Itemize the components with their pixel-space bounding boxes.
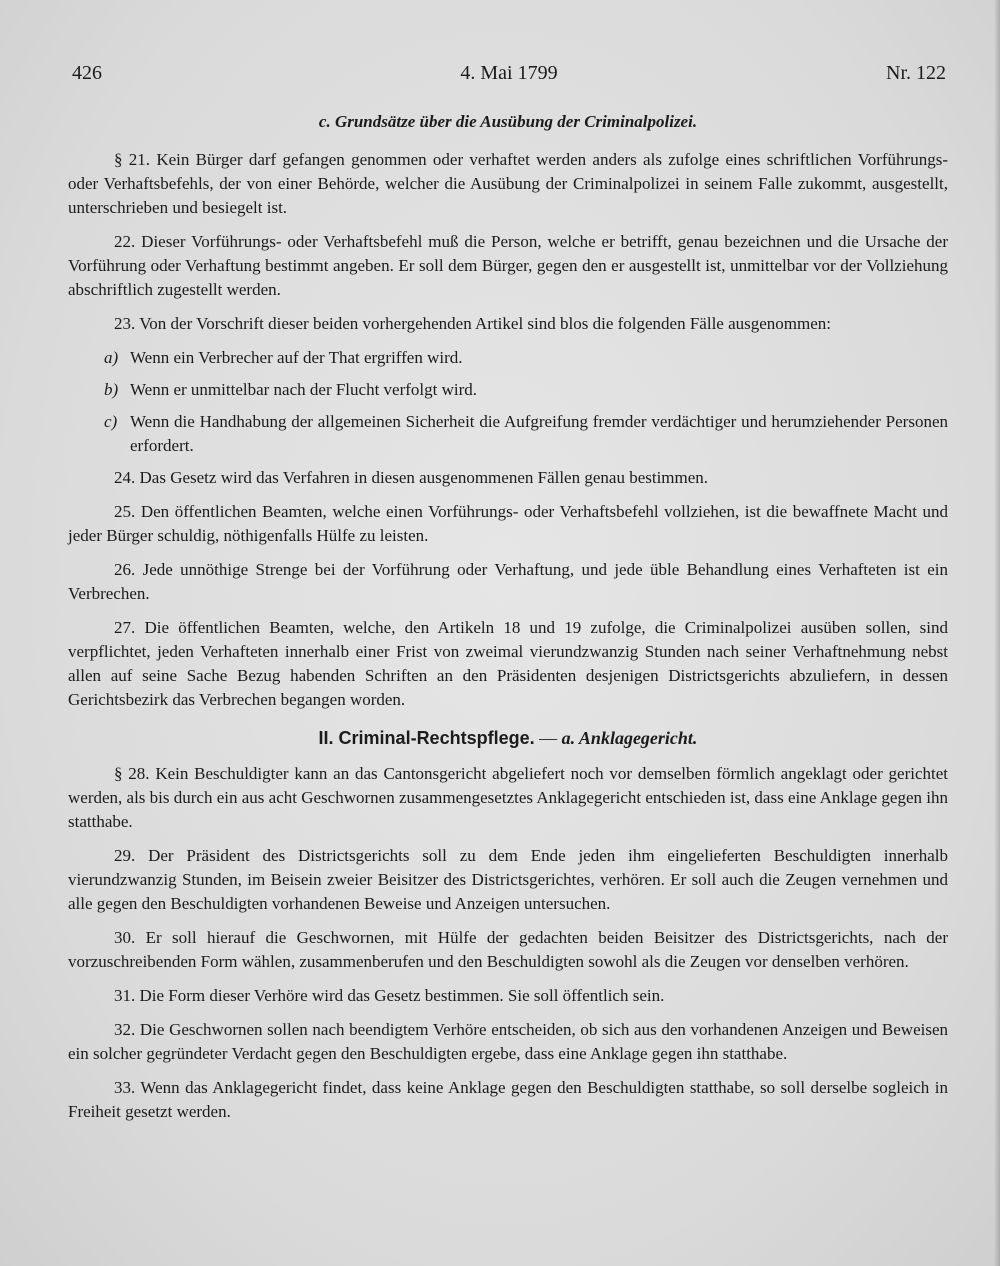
paragraph-32: 32. Die Geschwornen sollen nach beendigtem Verhöre entscheiden, ob sich aus den vorhandenen Anzeigen und Beweisen ein solcher gegründeter Verdacht gegen den Beschuldigten ergebe, dass eine Anklage gegen ihn statthabe. [68, 1020, 948, 1063]
paragraph-30: 30. Er soll hierauf die Geschwornen, mit Hülfe der gedachten beiden Beisitzer des Districtsgerichts, nach der vorzuschreibenden Form wählen, zusammenberufen und den Beschuldigten sowohl als die Zeugen vor denselben verhören. [68, 928, 948, 971]
paragraph-22: 22. Dieser Vorführungs- oder Verhaftsbefehl muß die Person, welche er betrifft, genau bezeichnen und die Ursache der Vorführung oder Verhaftung bestimmt angeben. Er soll dem Bürger, gegen den er ausgestellt ist, unmittelbar vor der Vollziehung abschriftlich zugestellt werden. [68, 232, 948, 299]
page-number: 426 [72, 62, 102, 84]
page-header [72, 62, 946, 92]
paragraph-26: 26. Jede unnöthige Strenge bei der Vorführung oder Verhaftung, und jede üble Behandlung eines Verhafteten ist ein Verbrechen. [68, 560, 948, 603]
list-item-text: Wenn ein Verbrecher auf der That ergriffen wird. [130, 348, 463, 367]
page-edge-shadow [994, 0, 1000, 1266]
section-heading-sub: a. Anklagegericht. [561, 728, 698, 748]
paragraph-24: 24. Das Gesetz wird das Verfahren in diesen ausgenommenen Fällen genau bestimmen. [114, 468, 709, 487]
paragraph-33: 33. Wenn das Anklagegericht findet, dass keine Anklage gegen den Beschuldigten statthabe, so soll derselbe sogleich in Freiheit gesetzt werden. [68, 1078, 948, 1121]
header-date: 4. Mai 1799 [460, 62, 558, 84]
header-number: Nr. 122 [886, 62, 946, 84]
section-heading [68, 726, 948, 750]
list-item-a [68, 346, 948, 370]
paragraph-25: 25. Den öffentlichen Beamten, welche einen Vorführungs- oder Verhaftsbefehl vollziehen, ist die bewaffnete Macht und jeder Bürger schuldig, nöthigenfalls Hülfe zu leisten. [68, 502, 948, 545]
paragraph-29: 29. Der Präsident des Districtsgerichts soll zu dem Ende jeden ihm eingelieferten Beschuldigten innerhalb vierundzwanzig Stunden, im Beisein zweier Beisitzer des Districtsgerichtes, verhören. Er soll auch die Zeugen vernehmen und alle gegen den Beschuldigten vorhandenen Beweise und Anzeigen untersuchen. [68, 846, 948, 913]
list-item-label: b) [104, 380, 119, 399]
paragraph-31: 31. Die Form dieser Verhöre wird das Gesetz bestimmen. Sie soll öffentlich sein. [114, 986, 665, 1005]
paragraph-28: § 28. Kein Beschuldigter kann an das Cantonsgericht abgeliefert noch vor demselben förmlich angeklagt oder gerichtet werden, als bis durch ein aus acht Geschwornen zusammengesetztes Anklagegericht entschieden ist, dass eine Anklage gegen ihn statthabe. [68, 764, 948, 831]
section-heading-dash: — [539, 728, 558, 748]
list-item-label: a) [104, 348, 119, 367]
paragraph-27: 27. Die öffentlichen Beamten, welche, den Artikeln 18 und 19 zufolge, die Criminalpolizei ausüben sollen, sind verpflichtet, jeden Verhafteten innerhalb einer Frist von zweimal vierundzwanzig Stunden nach seiner Verhaftnehmung nebst allen auf seine Sache Bezug habenden Schriften an den Präsidenten desjenigen Districtsgerichts abzuliefern, in dessen Gerichtsbezirk das Verbrechen begangen worden. [68, 618, 948, 709]
list-item-c [68, 410, 948, 458]
list-item-label: c) [104, 412, 118, 431]
document-body [68, 110, 948, 1134]
section-heading-main: II. Criminal-Rechtspflege. [318, 728, 535, 748]
paragraph-23: 23. Von der Vorschrift dieser beiden vorhergehenden Artikel sind blos die folgenden Fälle ausgenommen: [114, 314, 832, 333]
list-item-b [68, 378, 948, 402]
paragraph-21: § 21. Kein Bürger darf gefangen genommen oder verhaftet werden anders als zufolge eines schriftlichen Vorführungs- oder Verhaftsbefehls, der von einer Behörde, welcher die Ausübung der Criminalpolizei in seinem Falle zukommt, ausgestellt, unterschrieben und besiegelt ist. [68, 150, 948, 217]
list-item-text: Wenn er unmittelbar nach der Flucht verfolgt wird. [130, 380, 478, 399]
list-item-text: Wenn die Handhabung der allgemeinen Sicherheit die Aufgreifung fremder verdächtiger und herumziehender Personen erfordert. [130, 412, 948, 455]
section-subheading: c. Grundsätze über die Ausübung der Criminalpolizei. [318, 112, 698, 131]
